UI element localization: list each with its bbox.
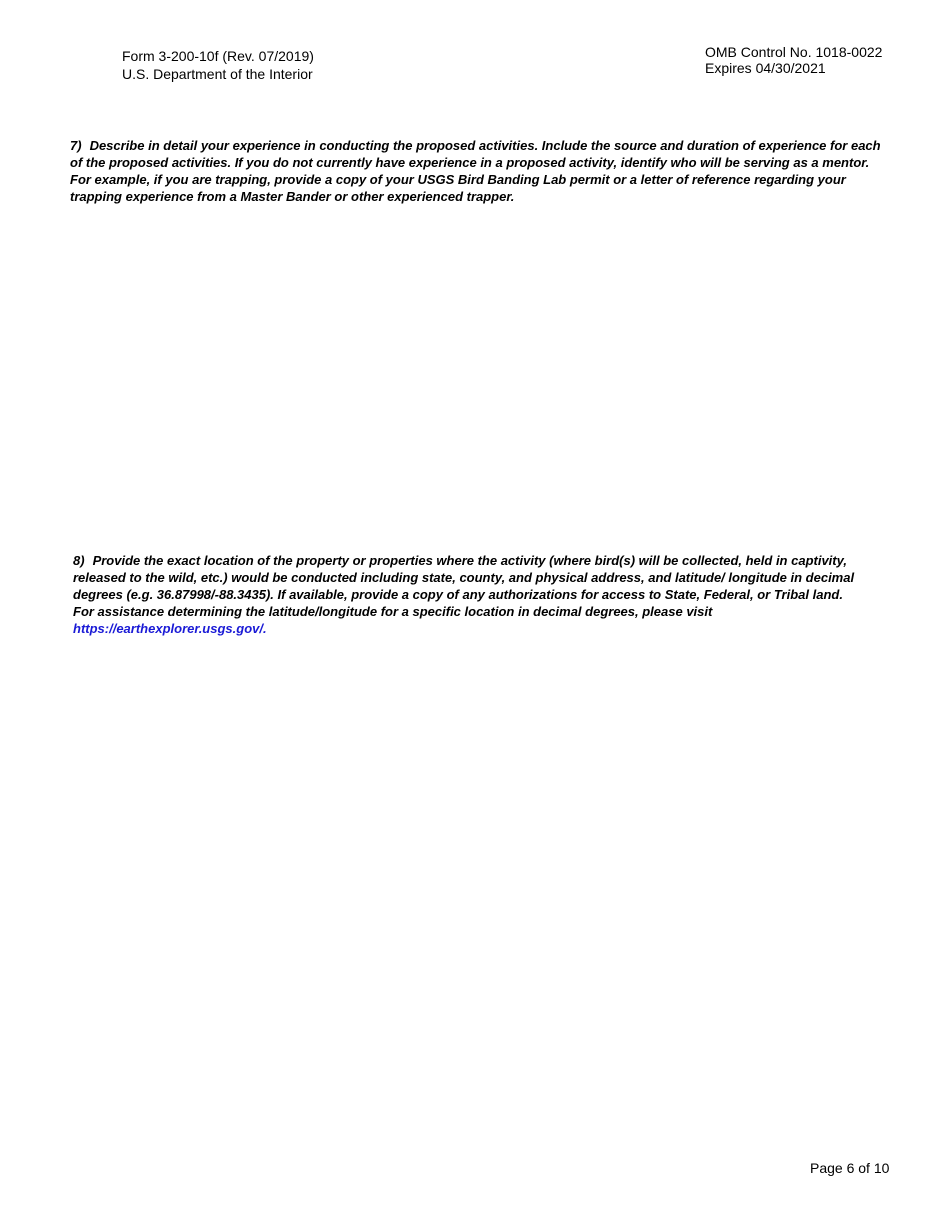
question-8-number: 8) xyxy=(73,553,85,568)
expiration-date: Expires 04/30/2021 xyxy=(705,60,826,76)
question-7 xyxy=(70,137,885,205)
form-header-left xyxy=(122,47,314,83)
question-7-text: Describe in detail your experience in conducting the proposed activities. Include the source and duration of experience for each of the proposed activities. If you do not currently have experience in a proposed activity, identify who will be serving as a mentor. For example, if you are trapping, provide a copy of your USGS Bird Banding Lab permit or a letter of reference regarding your trapping experience from a Master Bander or other experienced trapper. xyxy=(70,138,881,204)
form-number: Form 3-200-10f (Rev. 07/2019) xyxy=(122,48,314,64)
earthexplorer-link[interactable]: https://earthexplorer.usgs.gov/. xyxy=(73,621,267,636)
form-header-right xyxy=(705,44,882,76)
question-8-text: Provide the exact location of the property or properties where the activity (where bird(s) will be collected, held in captivity, released to the wild, etc.) would be conducted including state, county, and physical address, and latitude/ longitude in decimal degrees (e.g. 36.87998/-88.3435). If available, provide a copy of any authorizations for access to State, Federal, or Tribal land. For assistance determining the latitude/longitude for a specific location in decimal degrees, please visit xyxy=(73,553,855,619)
question-7-number: 7) xyxy=(70,138,82,153)
question-7-answer-field[interactable] xyxy=(70,215,885,535)
page-number: Page 6 of 10 xyxy=(810,1160,890,1176)
question-8-answer-field[interactable] xyxy=(73,650,863,1130)
department-name: U.S. Department of the Interior xyxy=(122,66,313,82)
question-8 xyxy=(73,552,863,637)
omb-control-number: OMB Control No. 1018-0022 xyxy=(705,44,883,60)
